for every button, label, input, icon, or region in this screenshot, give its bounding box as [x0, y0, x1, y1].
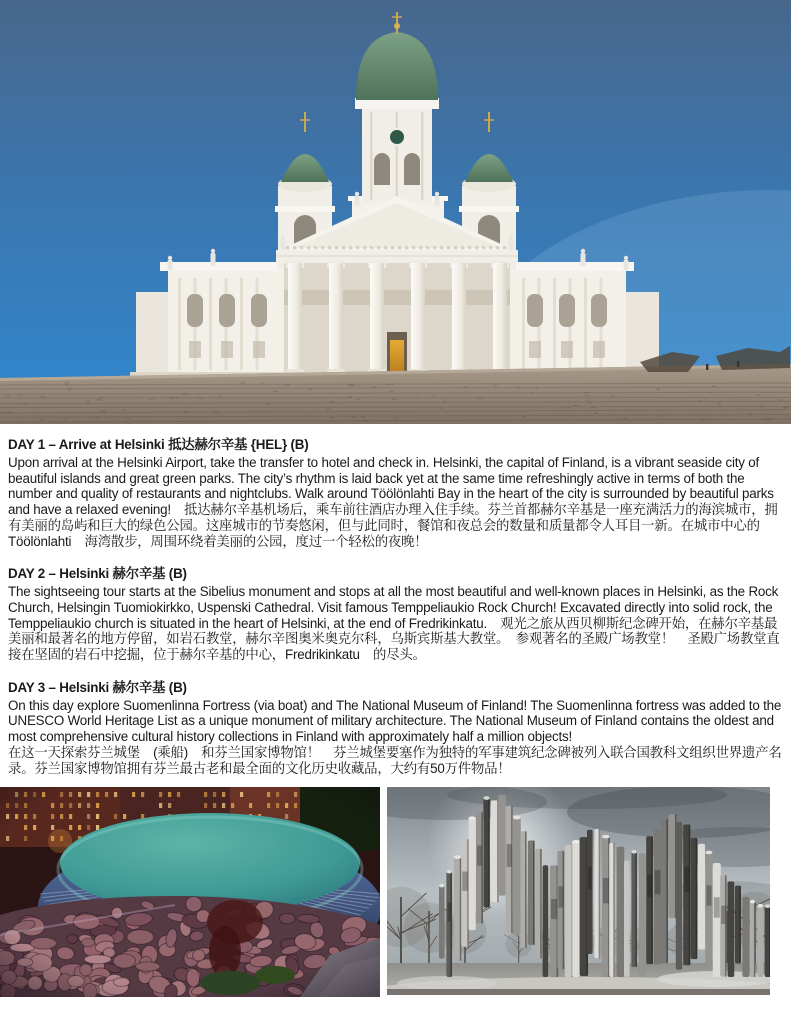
rock-church-illustration: [0, 787, 380, 997]
day-1-heading: DAY 1 – Arrive at Helsinki 抵达赫尔辛基 {HEL} (B): [8, 437, 309, 452]
day-3-body-chinese: 在这一天探索芬兰城堡 (乘船) 和芬兰国家博物馆！ 芬兰城堡要塞作为独特的军事建筑纪念碑被列入联合国教科文组织世界遗产名录。芬兰国家博物馆拥有芬兰最古老和最全面的文化历史收藏品，大约有50万件物品！: [8, 744, 782, 776]
tower-clock: [389, 129, 405, 145]
sibelius-monument-illustration: [387, 787, 770, 995]
day-3-heading: DAY 3 – Helsinki 赫尔辛基 (B): [8, 679, 187, 695]
day-1-body: Upon arrival at the Helsinki Airport, take the transfer to hotel and check in. Helsinki, the capital of Finland, is a vibrant seaside city of beautiful islands and great green parks. The city’s rhythm is laid back yet at the same time refreshingly active in terms of both the number and quality of restaurants and nightclubs. Walk around Töölönlahti Bay in the heart of the city is surrounded by beautiful parks and have a relaxed evening! 抵达赫尔辛基机场后，乘车前往酒店办理入住手续。芬兰首都赫尔辛基是一座充满活力的海滨城市，拥有美丽的岛屿和巨大的绿色公园。这座城市的节奏悠闲，但与此同时，餐馆和夜总会的数量和质量都令人耳目一新。在城市中心的 Töölönlahti 海湾散步，周围环绕着美丽的公园，度过一个轻松的夜晚！: [8, 455, 778, 549]
day-3-section: [8, 680, 783, 777]
photo-temppeliaukio-rock-church: [0, 787, 380, 997]
day-1-section: [8, 437, 783, 549]
golden-door: [390, 340, 404, 374]
day-3-body-english: On this day explore Suomenlinna Fortress (via boat) and The National Museum of Finland! The Suomenlinna fortress was added to the UNESCO World Heritage List as a unique monument of military architecture. The National Museum of Finland contains the oldest and most comprehensive cultural history collections in Finland with approximately half a million objects!: [8, 697, 782, 745]
footer-photo-row: [0, 787, 791, 997]
day-2-body: The sightseeing tour starts at the Sibelius monument and stops at all the most beautiful and well-known places in Helsinki, as the Rock Church, Helsingin Tuomiokirkko, Uspenski Cathedral. Visit famous Temppeliaukio Rock Church! Excavated directly into solid rock, the Temppeliaukio church is situated in the heart of Helsinki, at the end of Fredrikinkatu. 观光之旅从西贝柳斯纪念碑开始，在赫尔辛基最美丽和最著名的地方停留，如岩石教堂，赫尔辛图奥米奥克尔科，乌斯宾斯基大教堂。 参观著名的圣殿广场教堂！ 圣殿广场教堂直接在坚固的岩石中挖掘，位于赫尔辛基的中心，Fredrikinkatu 的尽头。: [8, 584, 780, 663]
helsinki-cathedral-illustration: [0, 0, 791, 424]
day-2-heading: DAY 2 – Helsinki 赫尔辛基 (B): [8, 566, 187, 582]
day-2-section: [8, 566, 783, 663]
photo-sibelius-monument: [387, 787, 770, 997]
hero-photo-helsinki-cathedral: [0, 0, 791, 424]
itinerary-text: [0, 437, 791, 776]
vignette: [0, 787, 380, 997]
